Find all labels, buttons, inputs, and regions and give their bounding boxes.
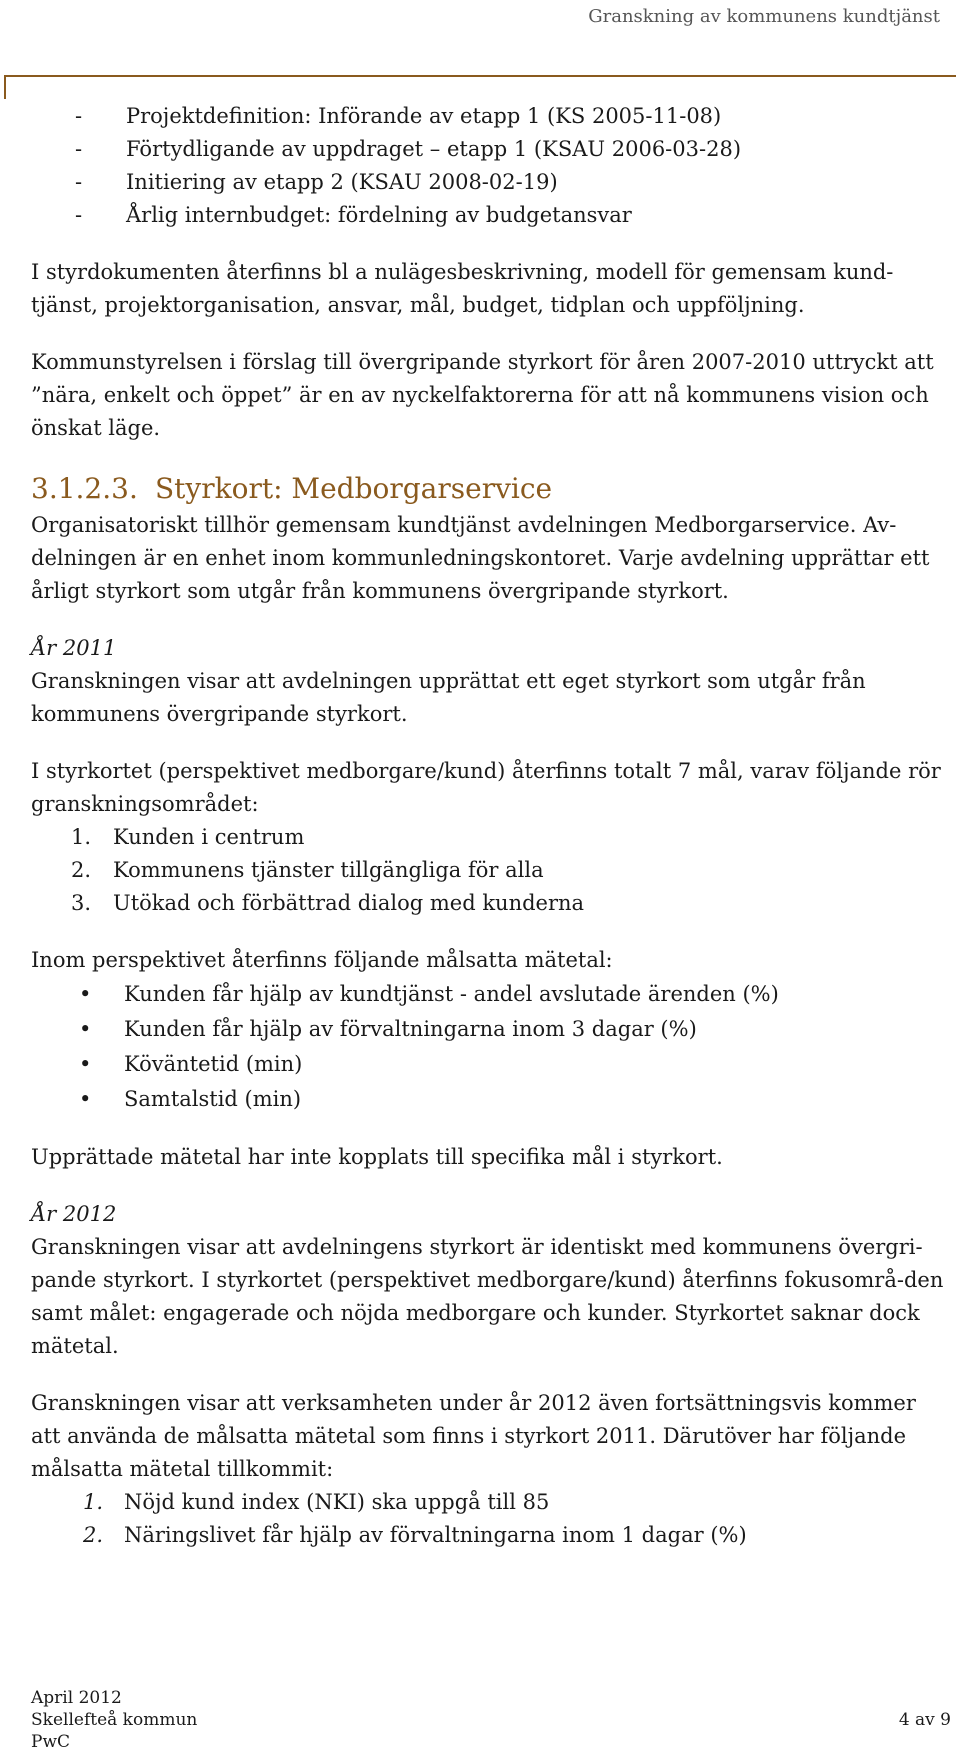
- page-footer: [31, 1687, 951, 1753]
- paragraph: Inom perspektivet återfinns följande målsatta mätetal:: [31, 948, 613, 972]
- list-item: - Initiering av etapp 2 (KSAU 2008-02-19): [75, 170, 558, 194]
- paragraph: Upprättade mätetal har inte kopplats till specifika mål i styrkort.: [31, 1145, 723, 1169]
- header-rule-corner: [4, 75, 6, 99]
- bullet-icon: •: [79, 982, 92, 1006]
- new-measures-list: [31, 1486, 951, 1552]
- page-content: [31, 100, 951, 1576]
- list-item: 3. Utökad och förbättrad dialog med kunderna: [71, 891, 585, 915]
- section-title: Styrkort: Medborgarservice: [155, 472, 553, 505]
- section-heading: [31, 469, 951, 509]
- bullet-icon: •: [79, 1052, 92, 1076]
- paragraph: Granskningen visar att avdelningen upprättat ett eget styrkort som utgår från kommunens övergripande styrkort.: [31, 669, 866, 726]
- paragraph: Kommunstyrelsen i förslag till övergripande styrkort för åren 2007-2010 uttryckt att ”nära, enkelt och öppet” är en av nyckelfaktorerna för att nå kommunens vision och önskat läge.: [31, 350, 934, 440]
- list-item: - Projektdefinition: Införande av etapp 1 (KS 2005-11-08): [75, 104, 722, 128]
- list-item: • Kunden får hjälp av förvaltningarna inom 3 dagar (%): [31, 1012, 951, 1047]
- year-label-2011: År 2011: [31, 636, 117, 660]
- measures-list: [31, 977, 951, 1117]
- header-rule: [4, 75, 956, 77]
- year-label-2012: År 2012: [31, 1202, 117, 1226]
- goals-list: [31, 821, 951, 920]
- footer-firm: PwC: [31, 1732, 70, 1752]
- running-header: Granskning av kommunens kundtjänst: [588, 6, 940, 27]
- list-item: • Samtalstid (min): [31, 1082, 951, 1117]
- bullet-icon: •: [79, 1087, 92, 1111]
- paragraph: Organisatoriskt tillhör gemensam kundtjänst avdelningen Medborgarservice. Av-delningen är en enhet inom kommunledningskontoret. Varje avdelning upprättar ett årligt styrkort som utgår från kommunens övergripande styrkort.: [31, 513, 930, 603]
- footer-date: April 2012: [31, 1688, 122, 1708]
- list-item: 1. Nöjd kund index (NKI) ska uppgå till 85: [83, 1490, 550, 1514]
- paragraph: Granskningen visar att verksamheten under år 2012 även fortsättningsvis kommer att använda de målsatta mätetal som finns i styrkort 2011. Därutöver har följande målsatta mätetal tillkommit:: [31, 1391, 916, 1481]
- paragraph: Granskningen visar att avdelningens styrkort är identiskt med kommunens övergri-pande styrkort. I styrkortet (perspektivet medborgare/kund) återfinns fokusområ-den samt målet: engagerade och nöjda medborgare och kunder. Styrkortet saknar dock mätetal.: [31, 1235, 944, 1358]
- paragraph: I styrdokumenten återfinns bl a nulägesbeskrivning, modell för gemensam kund-tjänst, projektorganisation, ansvar, mål, budget, tidplan och uppföljning.: [31, 260, 894, 317]
- bullet-icon: •: [79, 1017, 92, 1041]
- footer-org: Skellefteå kommun: [31, 1710, 198, 1730]
- list-item: • Köväntetid (min): [31, 1047, 951, 1082]
- intro-list: [31, 100, 951, 232]
- list-item: 2. Kommunens tjänster tillgängliga för alla: [71, 858, 544, 882]
- page-number: 4 av 9: [898, 1710, 951, 1730]
- list-item: - Årlig internbudget: fördelning av budgetansvar: [75, 203, 632, 227]
- section-number: 3.1.2.3.: [31, 472, 138, 505]
- list-item: • Kunden får hjälp av kundtjänst - andel avslutade ärenden (%): [31, 977, 951, 1012]
- list-item: - Förtydligande av uppdraget – etapp 1 (KSAU 2006-03-28): [75, 137, 742, 161]
- list-item: 2. Näringslivet får hjälp av förvaltningarna inom 1 dagar (%): [83, 1523, 747, 1547]
- paragraph: I styrkortet (perspektivet medborgare/kund) återfinns totalt 7 mål, varav följande rör granskningsområdet:: [31, 759, 941, 816]
- list-item: 1. Kunden i centrum: [71, 825, 305, 849]
